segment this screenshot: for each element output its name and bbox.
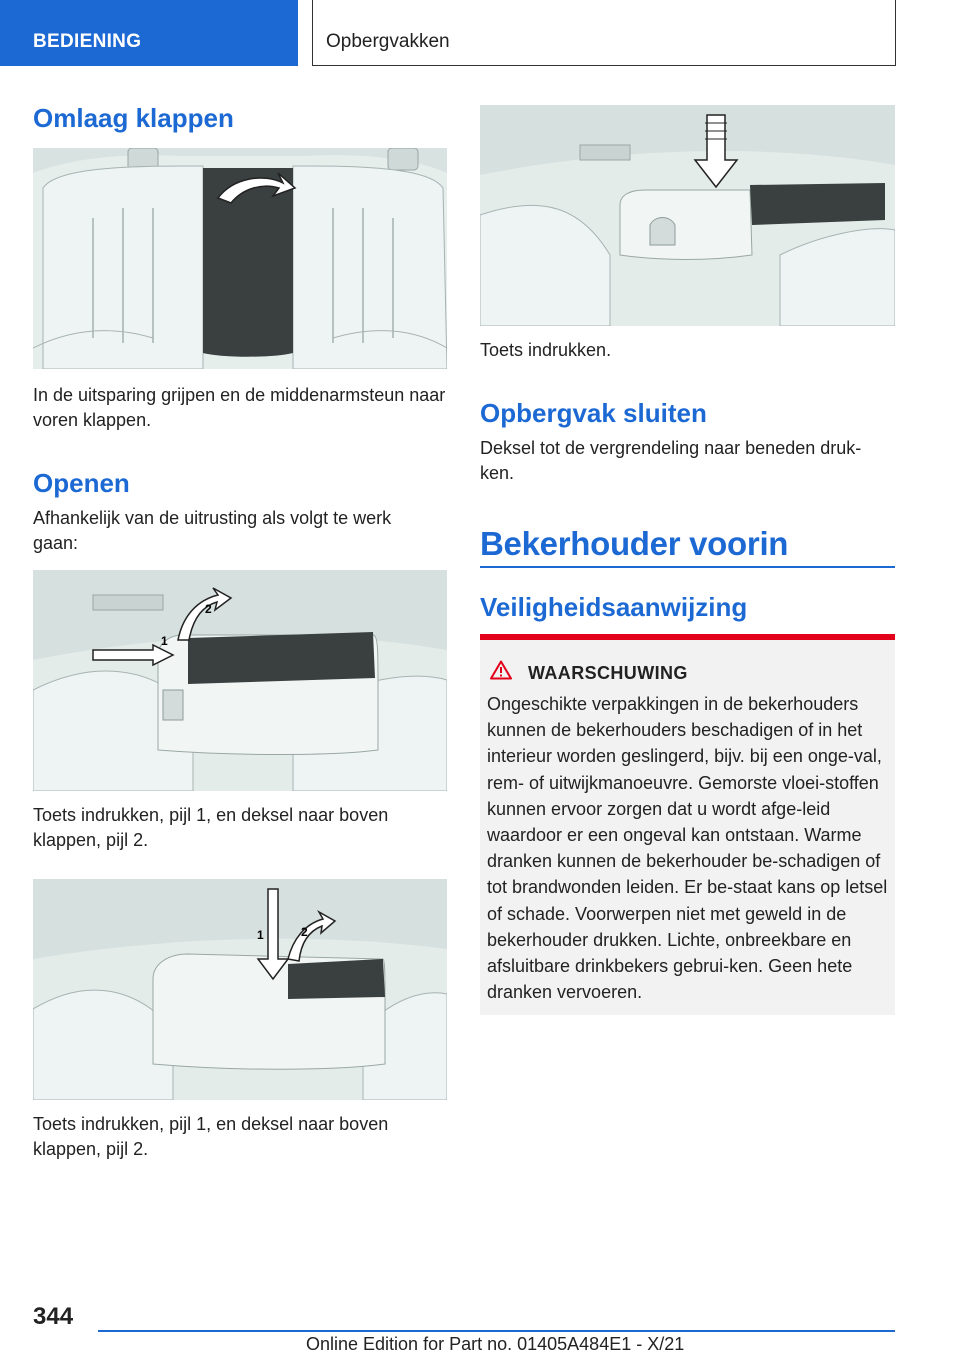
arrow-2-label: 2: [205, 602, 212, 616]
armrest-lid: [288, 959, 385, 999]
armrest-shape: [203, 168, 293, 357]
text-openen: Afhankelijk van de uitrusting als volgt te werk gaan:: [33, 508, 392, 553]
heading-openen: Openen: [33, 468, 130, 498]
caption-open-2: Toets indrukken, pijl 1, en deksel naar boven klappen, pijl 2.: [33, 1114, 389, 1159]
heading-opbergvak-sluiten: Opbergvak sluiten: [480, 398, 707, 428]
chapter-tab: [0, 0, 298, 66]
chapter-label: BEDIENING: [33, 31, 142, 52]
warning-triangle-icon: [490, 660, 512, 680]
heading-omlaag-klappen: Omlaag klappen: [33, 103, 234, 133]
heading-bekerhouder-voorin: Bekerhouder voorin: [480, 525, 789, 562]
arrow-2-label: 2: [301, 925, 308, 939]
arrow-1-label: 1: [161, 634, 168, 648]
section-label: Opbergvakken: [326, 31, 450, 52]
photo-armrest-open-1: [33, 570, 447, 791]
caption-close: Toets indrukken.: [480, 340, 612, 360]
armrest-lid: [750, 183, 885, 225]
photo-armrest-open-2: [33, 879, 447, 1100]
section-header: [312, 0, 896, 66]
page-number: 344: [33, 1303, 74, 1330]
photo-armrest-folded: [33, 148, 447, 369]
footer-edition: Online Edition for Part no. 01405A484E1 - X/21: [306, 1334, 685, 1354]
text-sluiten: Deksel tot de vergrendeling naar beneden druk-ken.: [480, 438, 862, 483]
warning-text: Ongeschikte verpakkingen in de bekerhouders kunnen de bekerhouders beschadigen of in het interieur worden geslingerd, bijv. bij een onge-val, rem- of uitwijkmanoeuvre. Gemorste vloei-stoffen kunnen ervoor zorgen dat u wordt afge-leid waardoor er een ongeval kan ontstaan. Warme dranken kunnen de bekerhouder be-schadigen of tot brandwonden leiden. Er be-staat kans op letsel of schade. Voorwerpen niet met geweld in de bekerhouder drukken. Lichte, onbreekbare en afsluitbare drinkbekers gebrui-ken. Geen hete dranken vervoeren.: [487, 694, 888, 1003]
photo-armrest-close: [480, 105, 895, 326]
warning-title: WAARSCHUWING: [528, 663, 688, 683]
footer-rule: [98, 1330, 895, 1332]
caption-open-1: Toets indrukken, pijl 1, en deksel naar boven klappen, pijl 2.: [33, 805, 389, 850]
heading-rule: [480, 566, 895, 568]
armrest-lid: [188, 632, 375, 684]
warning-box: [480, 634, 895, 1015]
arrow-1-label: 1: [257, 928, 264, 942]
warning-bar: [480, 634, 895, 640]
text-omlaag: In de uitsparing grijpen en de middenarmsteun naar voren klappen.: [33, 385, 446, 430]
heading-veiligheidsaanwijzing: Veiligheidsaanwijzing: [480, 592, 748, 622]
